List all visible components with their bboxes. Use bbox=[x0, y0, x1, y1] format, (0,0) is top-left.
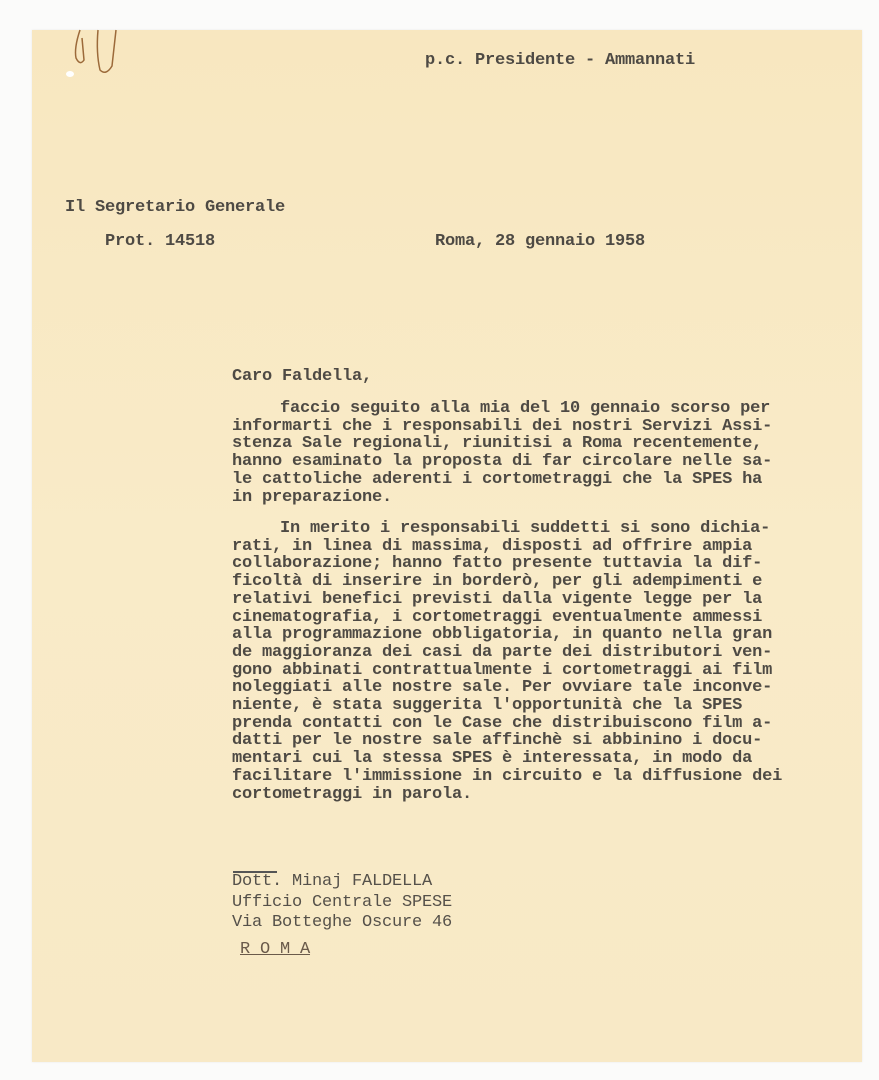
salutation: Caro Faldella, bbox=[232, 367, 373, 386]
text-line: informarti che i responsabili dei nostri Servizi Assi- bbox=[232, 416, 773, 436]
text-line: faccio seguito alla mia del 10 gennaio scorso per bbox=[280, 399, 771, 418]
body-paragraph-1 bbox=[232, 400, 772, 506]
text-line: cinematografia, i cortometraggi eventualmente ammessi bbox=[232, 607, 763, 627]
text-line: stenza Sale regionali, riunitisi a Roma recentemente, bbox=[232, 434, 763, 454]
text-line: de maggioranza dei casi da parte dei distributori ven- bbox=[232, 642, 773, 662]
text-line: collaborazione; hanno fatto presente tuttavia la dif- bbox=[232, 554, 763, 574]
text-line: cortometraggi in parola. bbox=[232, 784, 473, 804]
recipient-name: Dott. Minaj FALDELLA bbox=[232, 872, 433, 891]
text-line: le cattoliche aderenti i cortometraggi che la SPES ha bbox=[232, 469, 763, 489]
text-line: rati, in linea di massima, disposti ad offrire ampia bbox=[232, 536, 753, 556]
place-date: Roma, 28 gennaio 1958 bbox=[435, 232, 646, 251]
protocol-number: Prot. 14518 bbox=[105, 232, 216, 251]
text-line: gono abbinati contrattualmente i cortometraggi ai film bbox=[232, 660, 773, 680]
body-paragraph-2 bbox=[232, 520, 782, 803]
text-line: in preparazione. bbox=[232, 487, 393, 507]
text-line: relativi benefici previsti dalla vigente legge per la bbox=[232, 589, 763, 609]
text-line: mentari cui la stessa SPES è interessata, in modo da bbox=[232, 749, 753, 769]
text-line: datti per le nostre sale affinchè si abbinino i docu- bbox=[232, 731, 763, 751]
recipient-street: Via Botteghe Oscure 46 bbox=[232, 913, 453, 933]
recipient-city: R O M A bbox=[240, 940, 311, 959]
sender-title: Il Segretario Generale bbox=[65, 198, 286, 217]
text-line: ficoltà di inserire in borderò, per gli adempimenti e bbox=[232, 572, 763, 592]
recipient-block bbox=[232, 873, 452, 932]
paperclip-icon bbox=[66, 28, 126, 78]
text-line: alla programmazione obbligatoria, in quanto nella gran bbox=[232, 625, 773, 645]
text-line: facilitare l'immissione in circuito e la diffusione dei bbox=[232, 766, 783, 786]
text-line: In merito i responsabili suddetti si sono dichia- bbox=[280, 519, 771, 538]
cc-line: p.c. Presidente - Ammannati bbox=[425, 51, 696, 70]
recipient-office: Ufficio Centrale SPESE bbox=[232, 892, 453, 912]
text-line: niente, è stata suggerita l'opportunità che la SPES bbox=[232, 696, 743, 716]
text-line: prenda contatti con le Case che distribuiscono film a- bbox=[232, 713, 773, 733]
text-line: hanno esaminato la proposta di far circolare nelle sa- bbox=[232, 452, 773, 472]
text-line: noleggiati alle nostre sale. Per ovviare tale inconve- bbox=[232, 678, 773, 698]
